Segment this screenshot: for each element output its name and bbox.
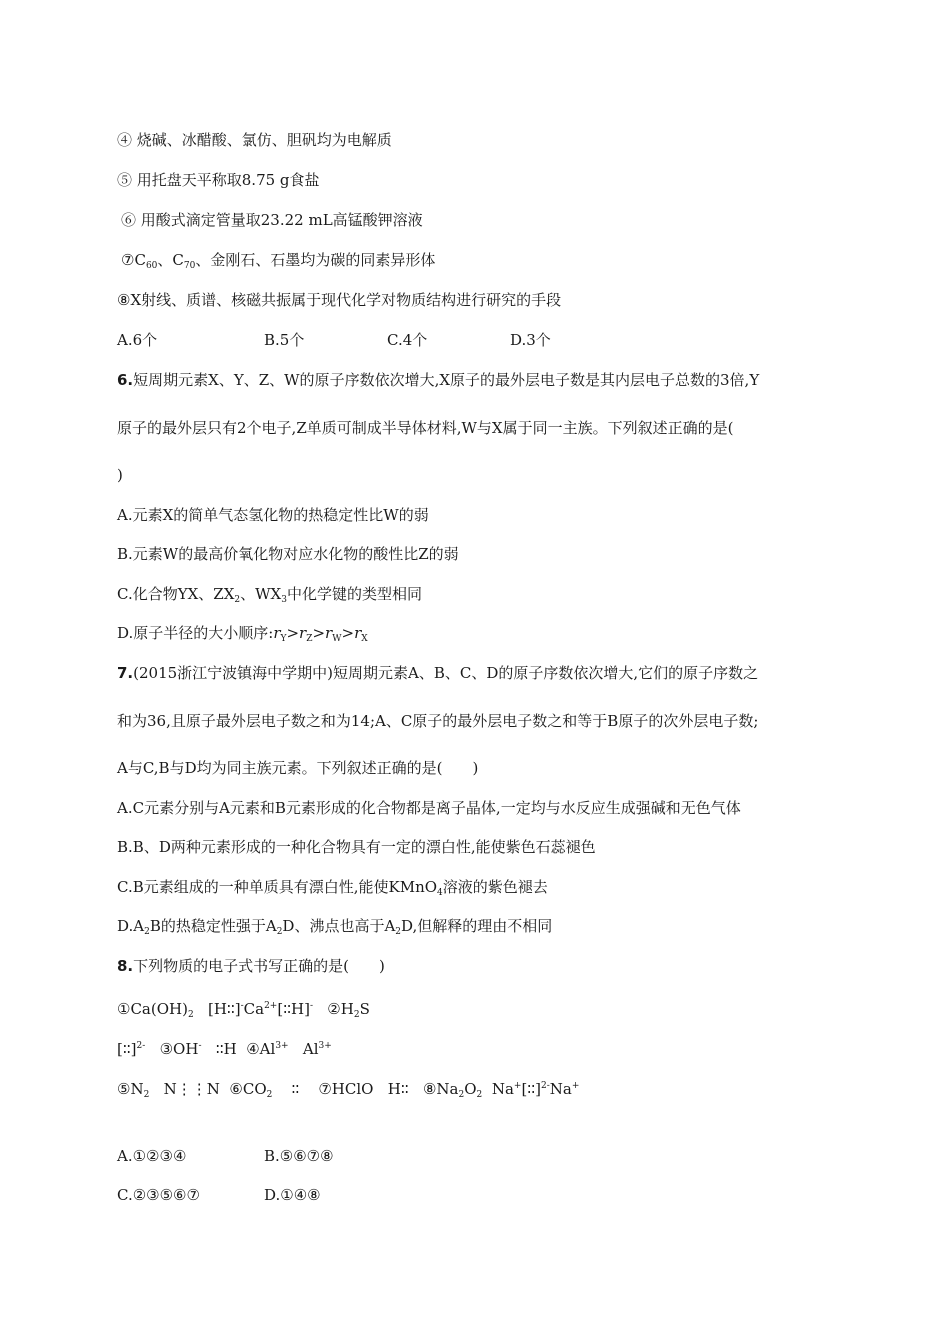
q5-statement-4: ④ 烧碱、冰醋酸、氯仿、胆矾均为电解质 bbox=[117, 131, 392, 149]
q8-formula-row-1 bbox=[117, 996, 370, 1025]
text: ⑤N bbox=[117, 1080, 144, 1098]
text: D、沸点也高于A bbox=[282, 917, 396, 935]
text: ⑦C bbox=[121, 251, 146, 269]
q8-option-c: C.②③⑤⑥⑦ bbox=[117, 1186, 200, 1204]
q6-option-b: B.元素W的最高价氧化物对应水化物的酸性比Z的弱 bbox=[117, 545, 459, 563]
text: ③OH bbox=[159, 1040, 199, 1058]
text: C.B元素组成的一种单质具有漂白性,能使KMnO bbox=[117, 878, 438, 896]
question-number: 8. bbox=[117, 957, 134, 975]
superscript: 3+ bbox=[275, 1041, 289, 1051]
text: ②H bbox=[327, 1000, 354, 1018]
text: 、C bbox=[157, 251, 184, 269]
superscript: 2- bbox=[540, 1081, 550, 1091]
subscript: 2 bbox=[458, 1090, 465, 1100]
text: Na bbox=[491, 1080, 514, 1098]
q7-option-c bbox=[117, 877, 548, 903]
superscript: - bbox=[240, 1001, 244, 1011]
text: > bbox=[312, 624, 326, 642]
q6-option-a: A.元素X的简单气态氢化物的热稳定性比W的弱 bbox=[117, 506, 429, 524]
text: (2015浙江宁波镇海中学期中)短周期元素A、B、C、D的原子序数依次增大,它们的原子序数之 bbox=[133, 664, 759, 682]
subscript: W bbox=[332, 634, 342, 644]
subscript: Z bbox=[306, 634, 313, 644]
text: 、WX bbox=[240, 585, 282, 603]
q6-option-c bbox=[117, 584, 422, 610]
superscript: 2+ bbox=[264, 1001, 278, 1011]
text: > bbox=[341, 624, 355, 642]
q8-option-a: A.①②③④ bbox=[117, 1147, 187, 1165]
superscript: + bbox=[513, 1081, 522, 1091]
q6-option-d bbox=[117, 623, 368, 649]
text: S bbox=[359, 1000, 370, 1018]
q5-statement-7 bbox=[121, 250, 435, 276]
subscript: 2 bbox=[187, 1010, 194, 1020]
subscript: 2 bbox=[143, 1090, 150, 1100]
text: ①Ca(OH) bbox=[117, 1000, 188, 1018]
q5-statement-5: ⑤ 用托盘天平称取8.75 g食盐 bbox=[117, 171, 320, 189]
text: B的热稳定性强于A bbox=[149, 917, 277, 935]
q7-option-a: A.C元素分别与A元素和B元素形成的化合物都是离子晶体,一定均与水反应生成强碱和无色气体 bbox=[117, 799, 741, 817]
subscript: 70 bbox=[183, 261, 196, 271]
q7-stem-line-3: A与C,B与D均为同主族元素。下列叙述正确的是( ) bbox=[117, 759, 479, 777]
q8-formula-row-3 bbox=[117, 1076, 579, 1105]
q7-stem-line-2: 和为36,且原子最外层电子数之和为14;A、C原子的最外层电子数之和等于B原子的次外层电子数; bbox=[117, 712, 759, 730]
q5-option-b: B.5个 bbox=[264, 331, 305, 349]
text: H∶∶ bbox=[387, 1080, 409, 1098]
text: ∶∶H bbox=[215, 1040, 237, 1058]
superscript: + bbox=[571, 1081, 580, 1091]
superscript: 2- bbox=[136, 1041, 146, 1051]
q8-option-b: B.⑤⑥⑦⑧ bbox=[264, 1147, 334, 1165]
question-number: 7. bbox=[117, 664, 134, 682]
text: 溶液的紫色褪去 bbox=[442, 878, 548, 896]
text: Na bbox=[549, 1080, 572, 1098]
text: D.A bbox=[117, 917, 145, 935]
q6-stem-line-3: ) bbox=[117, 466, 123, 484]
subscript: 2 bbox=[144, 927, 150, 937]
text: [H∶∶] bbox=[208, 1000, 241, 1018]
text: ⑦HClO bbox=[318, 1080, 374, 1098]
subscript: 2 bbox=[266, 1090, 273, 1100]
text: [∶∶] bbox=[521, 1080, 541, 1098]
text: ⑧Na bbox=[422, 1080, 459, 1098]
text: ∶∶ bbox=[291, 1080, 300, 1098]
text: D.原子半径的大小顺序: bbox=[117, 624, 274, 642]
text: [∶∶] bbox=[117, 1040, 137, 1058]
text: [∶∶H] bbox=[277, 1000, 310, 1018]
text: > bbox=[286, 624, 300, 642]
subscript: 2 bbox=[234, 595, 241, 605]
text: 中化学键的类型相同 bbox=[286, 585, 422, 603]
text: 下列物质的电子式书写正确的是( ) bbox=[133, 957, 385, 975]
text: ④Al bbox=[246, 1040, 276, 1058]
radius-symbol: r bbox=[325, 624, 333, 642]
q5-statement-6: ⑥ 用酸式滴定管量取23.22 mL高锰酸钾溶液 bbox=[121, 211, 423, 229]
radius-symbol: r bbox=[273, 624, 281, 642]
text: 、金刚石、石墨均为碳的同素异形体 bbox=[195, 251, 436, 269]
q8-formula-row-2 bbox=[117, 1036, 332, 1059]
superscript: - bbox=[309, 1001, 313, 1011]
subscript: 2 bbox=[476, 1090, 483, 1100]
q5-option-c: C.4个 bbox=[387, 331, 428, 349]
q7-option-d bbox=[117, 916, 552, 942]
q8-option-d: D.①④⑧ bbox=[264, 1186, 321, 1204]
text: C.化合物YX、ZX bbox=[117, 585, 235, 603]
q6-stem-line-1 bbox=[117, 370, 759, 390]
text: D,但解释的理由不相同 bbox=[401, 917, 553, 935]
text: N⋮⋮N bbox=[163, 1080, 220, 1098]
subscript: Y bbox=[280, 634, 287, 644]
subscript: 60 bbox=[145, 261, 158, 271]
subscript: 2 bbox=[353, 1010, 360, 1020]
q7-stem-line-1 bbox=[117, 663, 758, 683]
q5-option-a: A.6个 bbox=[117, 331, 158, 349]
subscript: 3 bbox=[281, 595, 287, 605]
text: Al bbox=[302, 1040, 319, 1058]
q6-stem-line-2: 原子的最外层只有2个电子,Z单质可制成半导体材料,W与X属于同一主族。下列叙述正确的是( bbox=[117, 419, 734, 437]
question-number: 6. bbox=[117, 371, 134, 389]
subscript: 2 bbox=[276, 927, 283, 937]
text: ⑥CO bbox=[229, 1080, 267, 1098]
superscript: 3+ bbox=[318, 1041, 332, 1051]
text: 短周期元素X、Y、Z、W的原子序数依次增大,X原子的最外层电子数是其内层电子总数的3倍,Y bbox=[133, 371, 760, 389]
superscript: - bbox=[198, 1041, 202, 1051]
text: O bbox=[464, 1080, 477, 1098]
q5-option-d: D.3个 bbox=[510, 331, 551, 349]
subscript: X bbox=[361, 634, 368, 644]
q8-stem bbox=[117, 956, 385, 976]
subscript: 4 bbox=[437, 888, 443, 898]
radius-symbol: r bbox=[299, 624, 307, 642]
q7-option-b: B.B、D两种元素形成的一种化合物具有一定的漂白性,能使紫色石蕊褪色 bbox=[117, 838, 596, 856]
subscript: 2 bbox=[395, 927, 402, 937]
text: Ca bbox=[243, 1000, 265, 1018]
radius-symbol: r bbox=[354, 624, 362, 642]
q5-statement-8: ⑧X射线、质谱、核磁共振属于现代化学对物质结构进行研究的手段 bbox=[117, 291, 562, 309]
